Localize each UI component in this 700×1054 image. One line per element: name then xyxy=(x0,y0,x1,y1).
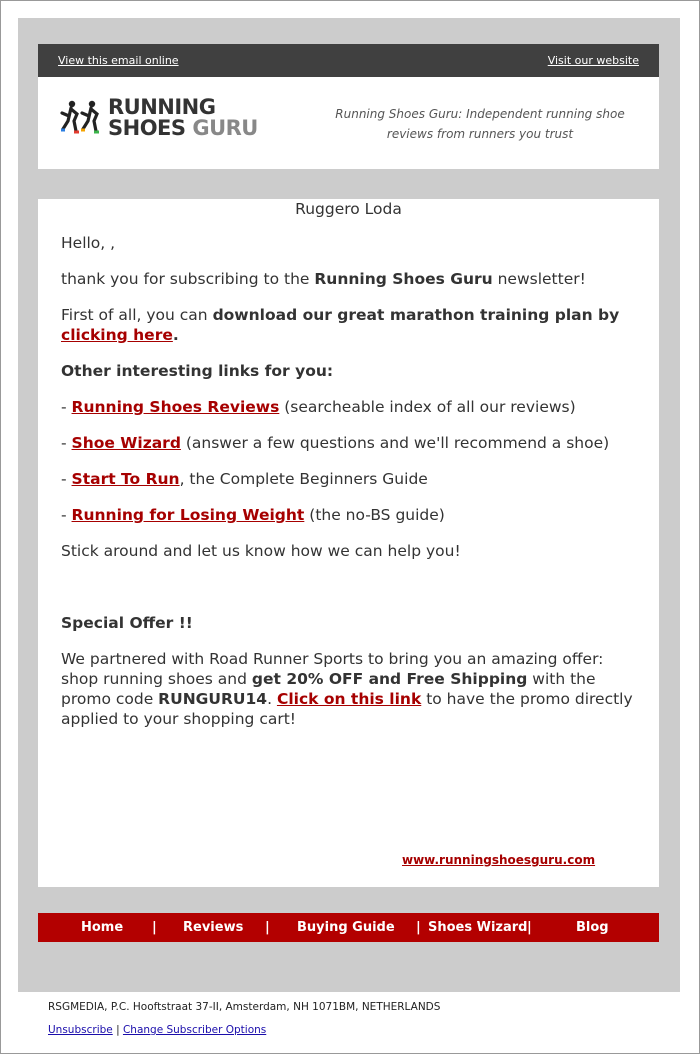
promo-code: RUNGURU14 xyxy=(158,690,268,708)
top-bar xyxy=(38,44,659,77)
offer-paragraph xyxy=(61,649,641,729)
logo-shoes: SHOES xyxy=(108,116,186,140)
download-paragraph xyxy=(61,305,641,345)
offer-link[interactable]: Click on this link xyxy=(276,690,422,708)
list-item xyxy=(61,397,641,417)
list-desc: (the no-BS guide) xyxy=(304,506,445,524)
tagline: Running Shoes Guru: Independent running shoe reviews from runners you trust xyxy=(335,107,625,141)
losing-weight-link[interactable]: Running for Losing Weight xyxy=(71,506,305,524)
thanks-paragraph xyxy=(61,269,641,289)
logo[interactable] xyxy=(60,97,280,147)
footer-nav xyxy=(38,913,659,942)
download-bold: download our great marathon training plan by xyxy=(212,306,620,324)
thanks-text-end: newsletter! xyxy=(492,270,586,288)
unsubscribe-link[interactable]: Unsubscribe xyxy=(48,1024,113,1036)
offer-text: . xyxy=(267,690,277,708)
list-desc: , the Complete Beginners Guide xyxy=(179,470,428,488)
footer-links xyxy=(48,1024,266,1036)
shoe-wizard-link[interactable]: Shoe Wizard xyxy=(71,434,181,452)
nav-buying-guide[interactable]: Buying Guide xyxy=(297,920,395,935)
offer-discount: get 20% OFF and Free Shipping xyxy=(251,670,528,688)
footer-address: RSGMEDIA, P.C. Hooftstraat 37-II, Amsterdam, NH 1071BM, NETHERLANDS xyxy=(48,1001,441,1013)
view-online-link[interactable]: View this email online xyxy=(58,54,179,67)
signature-url-link[interactable]: www.runningshoesguru.com xyxy=(402,853,596,867)
list-desc: (answer a few questions and we'll recommend a shoe) xyxy=(180,434,610,452)
nav-reviews[interactable]: Reviews xyxy=(183,920,244,935)
nav-separator: | xyxy=(416,920,421,935)
nav-separator: | xyxy=(265,920,270,935)
nav-separator: | xyxy=(527,920,532,935)
list-dash: - xyxy=(61,434,72,452)
list-item xyxy=(61,433,641,453)
email-header xyxy=(38,77,659,169)
list-desc: (searcheable index of all our reviews) xyxy=(279,398,576,416)
running-shoes-reviews-link[interactable]: Running Shoes Reviews xyxy=(71,398,280,416)
thanks-text: thank you for subscribing to the xyxy=(61,270,315,288)
stick-around-text: Stick around and let us know how we can help you! xyxy=(61,542,461,560)
logo-line-2 xyxy=(108,118,258,139)
list-item xyxy=(61,505,641,525)
logo-wordmark xyxy=(108,97,258,139)
offer-heading xyxy=(61,613,641,633)
download-text: First of all, you can xyxy=(61,306,213,324)
list-item xyxy=(61,469,641,489)
greeting: Hello, , xyxy=(61,234,116,252)
brand-name: Running Shoes Guru xyxy=(314,270,493,288)
nav-shoes-wizard[interactable]: Shoes Wizard xyxy=(428,920,528,935)
nav-blog[interactable]: Blog xyxy=(576,920,609,935)
offer-text: with the promo code xyxy=(61,670,596,708)
start-to-run-link[interactable]: Start To Run xyxy=(71,470,180,488)
runners-icon xyxy=(60,99,106,145)
signature-name: Ruggero Loda xyxy=(295,200,402,218)
nav-home[interactable]: Home xyxy=(81,920,124,935)
links-heading xyxy=(61,361,641,381)
logo-guru: GURU xyxy=(192,116,258,140)
list-dash: - xyxy=(61,398,72,416)
footer-divider: | xyxy=(112,1024,123,1036)
change-subscriber-options-link[interactable]: Change Subscriber Options xyxy=(122,1024,267,1036)
visit-website-link[interactable]: Visit our website xyxy=(547,54,639,67)
links-heading-text: Other interesting links for you: xyxy=(61,362,334,380)
email-body xyxy=(38,199,659,887)
download-period: . xyxy=(172,326,179,344)
offer-heading-text: Special Offer !! xyxy=(61,614,193,632)
download-plan-link[interactable]: clicking here xyxy=(61,326,173,344)
list-dash: - xyxy=(61,506,72,524)
offer-text: We partnered with Road Runner Sports to bring you an amazing offer: shop running shoes and xyxy=(61,650,604,688)
logo-line-1: RUNNING xyxy=(108,95,216,119)
offer-text: to have the promo directly applied to your shopping cart! xyxy=(61,690,633,728)
nav-separator: | xyxy=(152,920,157,935)
list-dash: - xyxy=(61,470,72,488)
